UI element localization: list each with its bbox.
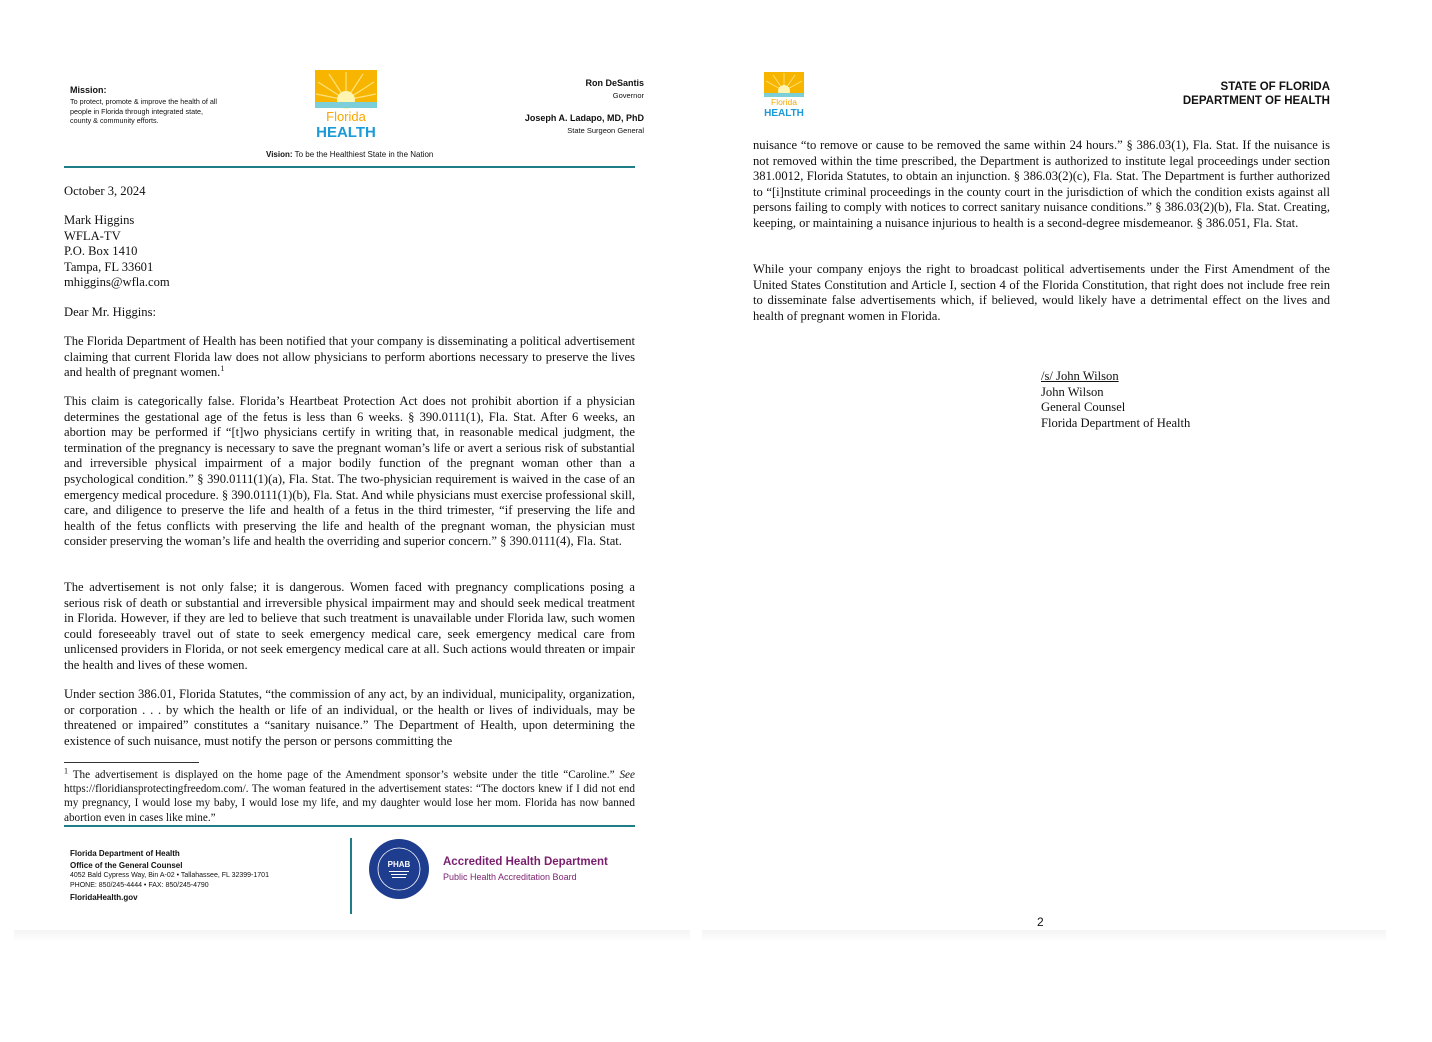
small-logo-text-top: Florida [771,97,797,107]
footer-divider [350,838,352,914]
footnote-text-2: https://floridiansprotectingfreedom.com/. The woman featured in the advertisement states: “The doctors knew if I did not end my pregnancy, I would lose my baby, I would lose my life, and my daughter would lose her mom. Florida has now banned abortion even in cases like mine.” [64,783,635,824]
letter-page-2 [702,0,1386,940]
letter-page-1 [14,0,690,940]
page-2-shadow [702,930,1386,942]
signer-org: Florida Department of Health [1041,415,1191,430]
recipient-city: Tampa, FL 33601 [64,259,154,274]
accredited-subtitle: Public Health Accreditation Board [443,872,577,882]
footnote-see: See [619,769,635,781]
footnote-ref: 1 [220,364,225,373]
surgeon-general-title: State Surgeon General [567,126,644,135]
signer-title: General Counsel [1041,400,1126,415]
footer-org [70,848,182,871]
paragraph-2 [64,394,635,550]
paragraph-1 [64,334,635,381]
page-2-paragraph-2-text: While your company enjoys the right to broadcast political advertisements under the First Amendment of the United States Constitution and Article I, section 4 of the Florida Constitution, that right does not include free rein to disseminate false advertisements which, if believed, would likely have a detrimental effect on the lives and health of pregnant women in Florida. [753,262,1330,323]
vision-text: To be the Healthiest State in the Nation [294,150,434,159]
page-1-shadow [14,930,690,942]
letter-date: October 3, 2024 [64,184,146,198]
logo-text-bottom: HEALTH [316,124,376,141]
header-rule [64,166,635,168]
logo-text-top: Florida [326,109,366,124]
footer-org-line-2: Office of the General Counsel [70,860,183,870]
surgeon-general-name: Joseph A. Ladapo, MD, PhD [524,113,644,123]
florida-health-logo-small [764,72,804,118]
salutation: Dear Mr. Higgins: [64,305,156,319]
paragraph-3-text: The advertisement is not only false; it is dangerous. Women faced with pregnancy complications posing a serious risk of death or substantial and irreversible physical impairment may and should seek medical treatment in Florida. However, if they are led to believe that such treatment is unavailable under Florida law, such women could foreseeably travel out of state to seek emergency medical care, seek emergency medical care from unlicensed providers in Florida, or not seek emergency medical care at all. Such actions would threaten or impair the health and lives of these women. [64,580,635,672]
vision-label: Vision: [266,150,293,159]
page-2-paragraph-1 [753,138,1330,232]
paragraph-3 [64,580,635,674]
small-logo-text-bottom: HEALTH [764,108,804,118]
florida-health-logo [315,70,377,142]
footer-contact [70,871,269,891]
header-line-2: DEPARTMENT OF HEALTH [1182,95,1330,107]
paragraph-4 [64,687,635,749]
vision-statement [266,150,433,159]
footnote-rule [64,762,199,763]
recipient-company: WFLA-TV [64,228,121,243]
paragraph-2-text: This claim is categorically false. Florida’s Heartbeat Protection Act does not prohibit abortion if a physician determines the gestational age of the fetus is less than 6 weeks. § 390.0111(1), Fla. Stat. After 6 weeks, an abortion may be performed if “[t]wo physicians certify in writing that, in reasonable medical judgment, the termination of the pregnancy is necessary to save the pregnant woman’s life or avert a serious risk of substantial and irreversible physical impairment of a major bodily function of the pregnant woman other than a psychological condition.” § 390.0111(1)(a), Fla. Stat. The two-physician requirement is waived in the case of an emergency medical procedure. § 390.0111(1)(b), Fla. Stat. And while physicians must exercise professional skill, care, and diligence to preserve the life and health of a fetus in the third trimester, “if preserving the life and health of the fetus conflicts with preserving the life and health of the pregnant woman, the physician must consider preserving the woman’s life and health the overriding and superior concern.” § 390.0111(4), Fla. Stat. [64,394,635,549]
signature-line: /s/ John Wilson [1041,369,1119,383]
page-2-header [1183,80,1330,108]
page-2-paragraph-1-text: nuisance “to remove or cause to be removed the same within 24 hours.” § 386.03(1), Fla. Stat. If the nuisance is not removed within the time prescribed, the Department is authorized to institute legal proceedings under section 381.0012, Florida Statutes, to obtain an injunction. § 386.03(2)(c), Fla. Stat. The Department is further authorized to “[i]nstitute criminal proceedings in the county court in the jurisdiction of which the condition exists against all persons failing to comply with notices to correct sanitary nuisance conditions.” § 386.03(2)(b), Fla. Stat. Creating, keeping, or maintaining a nuisance injurious to health is a second-degree misdemeanor. § 386.051, Fla. Stat. [753,138,1330,230]
mission-title: Mission: [70,85,107,95]
recipient-email: mhiggins@wfla.com [64,275,170,290]
footnote-text-1: The advertisement is displayed on the home page of the Amendment sponsor’s website under the title “Caroline.” [72,769,615,781]
footnote [64,768,635,825]
footer-website: FloridaHealth.gov [70,893,138,902]
governor-name: Ron DeSantis [585,78,644,88]
recipient-address [64,213,635,291]
recipient-box: P.O. Box 1410 [64,244,138,259]
governor-title: Governor [612,91,644,100]
page-2-paragraph-2 [753,262,1330,324]
footer-rule [64,825,635,827]
footer-phone: PHONE: 850/245-4444 • FAX: 850/245-4790 [70,882,209,889]
footnote-number: 1 [64,766,68,776]
recipient-name: Mark Higgins [64,213,135,227]
seal-text: PHAB [387,860,411,869]
phab-seal [368,838,430,900]
footer-org-line-1: Florida Department of Health [70,849,180,858]
signer-name: John Wilson [1041,384,1104,399]
mission-text: To protect, promote & improve the health of all people in Florida through integrated state, county & community efforts. [70,97,218,125]
accredited-title: Accredited Health Department [443,856,608,868]
paragraph-4-text: Under section 386.01, Florida Statutes, “the commission of any act, by an individual, municipality, organization, or corporation . . . by which the health or life of an individual, or the health or lives of individuals, may be threatened or impaired” constitutes a “sanitary nuisance.” The Department of Health, upon determining the existence of such nuisance, must notify the person or persons committing the [64,687,635,748]
page-number: 2 [1037,915,1044,929]
footer-address: 4052 Bald Cypress Way, Bin A-02 • Tallahassee, FL 32399-1701 [70,872,269,879]
header-line-1: STATE OF FLORIDA [1220,81,1330,93]
paragraph-1-text: The Florida Department of Health has been notified that your company is disseminating a political advertisement claiming that current Florida law does not allow physicians to perform abortions necessary to preserve the lives and health of pregnant women. [64,334,635,380]
signature-block [1041,369,1190,431]
